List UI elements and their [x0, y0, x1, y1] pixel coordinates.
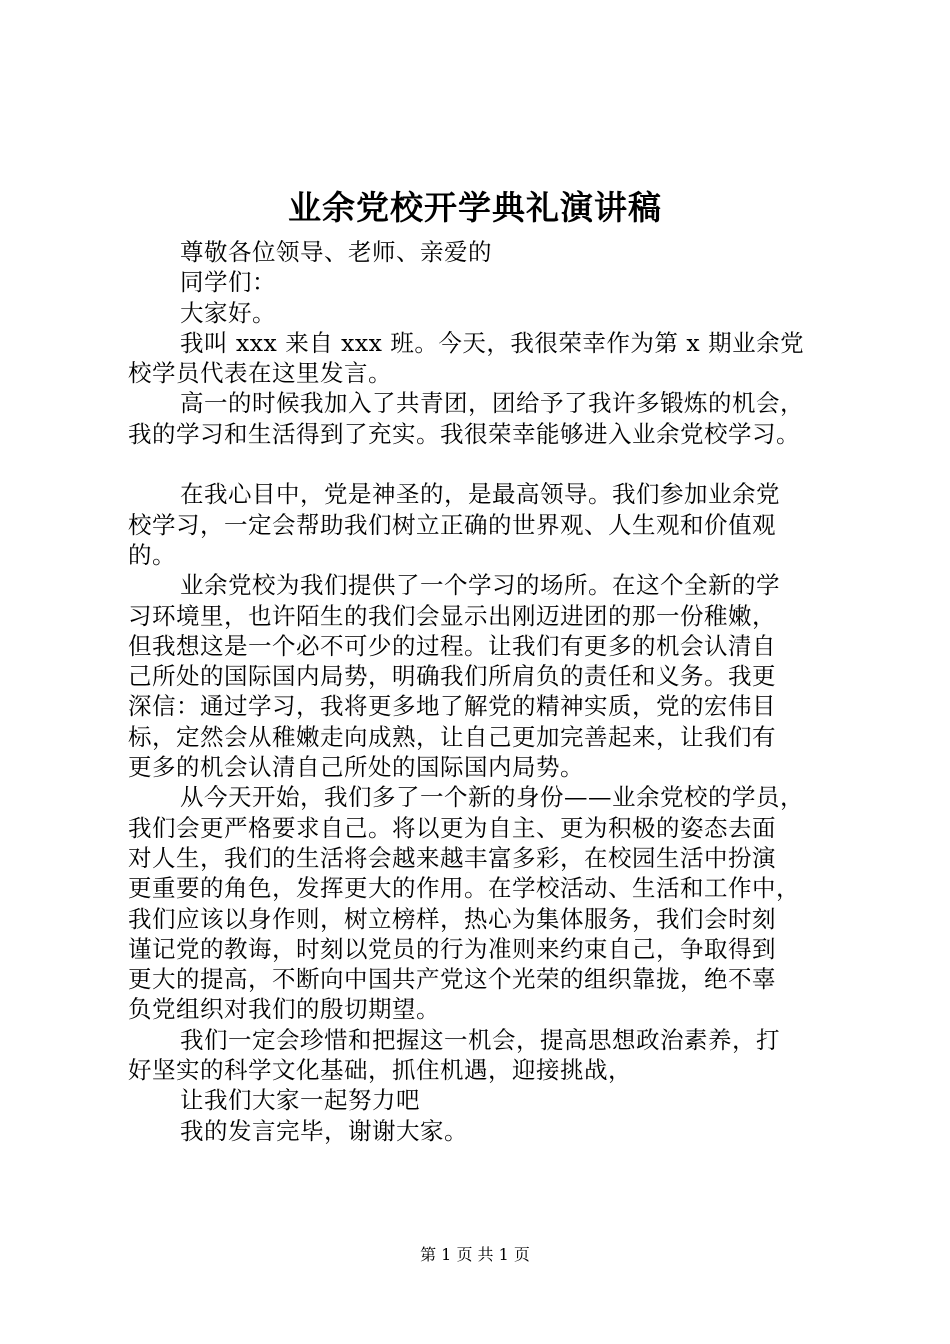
- body-line: 让我们大家一起努力吧: [180, 1086, 420, 1115]
- body-line: 习环境里，也许陌生的我们会显示出刚迈进团的那一份稚嫩，: [128, 601, 776, 630]
- body-line: 在我心目中，党是神圣的，是最高领导。我们参加业余党: [180, 480, 780, 509]
- body-line: 我叫 xxx 来自 xxx 班。今天，我很荣幸作为第 x 期业余党: [180, 328, 805, 357]
- body-line: 的。: [128, 540, 176, 569]
- body-line: 我们会更严格要求自己。将以更为自主、更为积极的姿态去面: [128, 813, 776, 842]
- body-line: 从今天开始，我们多了一个新的身份——业余党校的学员，: [180, 783, 804, 812]
- body-line: 更大的提高，不断向中国共产党这个光荣的组织靠拢，绝不辜: [128, 965, 776, 994]
- body-line: 高一的时候我加入了共青团，团给予了我许多锻炼的机会，: [180, 389, 804, 418]
- body-line: 谨记党的教诲，时刻以党员的行为准则来约束自己，争取得到: [128, 934, 776, 963]
- body-line: 我的学习和生活得到了充实。我很荣幸能够进入业余党校学习。: [128, 419, 800, 448]
- body-line: 校学习，一定会帮助我们树立正确的世界观、人生观和价值观: [128, 510, 776, 539]
- document-body: [128, 237, 848, 1146]
- body-line: 我们一定会珍惜和把握这一机会，提高思想政治素养，打: [180, 1025, 780, 1054]
- body-line: 我的发言完毕，谢谢大家。: [180, 1116, 468, 1145]
- body-line: 更重要的角色，发挥更大的作用。在学校活动、生活和工作中，: [128, 874, 800, 903]
- body-line: 负党组织对我们的殷切期望。: [128, 995, 440, 1024]
- body-line: 深信：通过学习，我将更多地了解党的精神实质，党的宏伟目: [128, 692, 776, 721]
- body-line: 大家好。: [180, 298, 276, 327]
- body-line: 尊敬各位领导、老师、亲爱的: [180, 238, 492, 266]
- body-line: 业余党校为我们提供了一个学习的场所。在这个全新的学: [180, 571, 780, 600]
- body-line: 标，定然会从稚嫩走向成熟，让自己更加完善起来，让我们有: [128, 722, 776, 751]
- body-line: 好坚实的科学文化基础，抓住机遇，迎接挑战，: [128, 1056, 632, 1085]
- body-line: 更多的机会认清自己所处的国际国内局势。: [128, 753, 584, 782]
- body-line: 己所处的国际国内局势，明确我们所肩负的责任和义务。我更: [128, 662, 776, 691]
- body-line: 我们应该以身作则，树立榜样，热心为集体服务，我们会时刻: [128, 904, 776, 933]
- body-line: 同学们：: [180, 268, 276, 297]
- document-title: 业余党校开学典礼演讲稿: [288, 188, 662, 227]
- blank-line: [128, 449, 848, 479]
- body-line: 但我想这是一个必不可少的过程。让我们有更多的机会认清自: [128, 631, 776, 660]
- body-line: 校学员代表在这里发言。: [128, 359, 392, 388]
- page-footer: 第 1 页 共 1 页: [420, 1245, 530, 1264]
- body-line: 对人生，我们的生活将会越来越丰富多彩，在校园生活中扮演: [128, 843, 776, 872]
